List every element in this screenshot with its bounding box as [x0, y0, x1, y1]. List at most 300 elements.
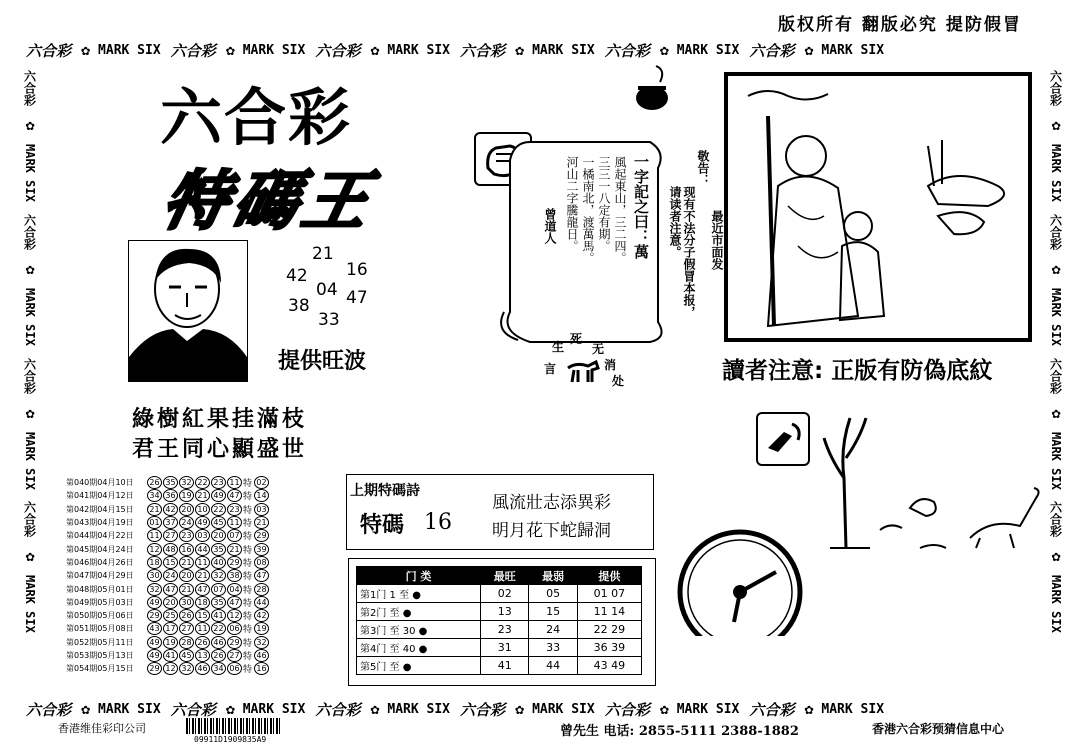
history-ball: 49: [147, 636, 162, 649]
history-ball: 40: [211, 556, 226, 569]
history-ball: 38: [227, 569, 242, 582]
history-ball: 35: [163, 476, 178, 489]
flower-icon: ✿: [25, 116, 35, 134]
history-ball: 29: [227, 556, 242, 569]
flower-icon: ✿: [225, 700, 235, 718]
gate-label: 第5门: [360, 662, 390, 673]
history-te-label: 特: [243, 598, 253, 609]
flower-icon: ✿: [659, 700, 669, 718]
history-ball: 23: [179, 529, 194, 542]
top-border-band: [20, 38, 1060, 62]
history-ball: 46: [211, 636, 226, 649]
flower-icon: ✿: [659, 41, 669, 59]
scroll-line-3: 一橘南北，渡萬馬。: [581, 156, 595, 264]
band-mark-text: MARK SIX: [387, 701, 451, 717]
lucky-number-2: 42: [286, 266, 308, 286]
lucky-number-1: 21: [312, 244, 334, 264]
history-period: 第052期05月11日: [66, 637, 134, 647]
printer-name: 香港维佳彩印公司: [58, 722, 146, 735]
history-period: 第042期04月15日: [66, 504, 134, 514]
dot-icon: ●: [418, 644, 428, 655]
band-mark-text: MARK SIX: [821, 701, 885, 717]
history-ball: 36: [163, 489, 178, 502]
lucky-number-5: 38: [288, 296, 310, 316]
band-mark-text: MARK SIX: [532, 701, 595, 717]
band-logo: 六合彩: [604, 700, 650, 719]
history-ball: 43: [147, 622, 162, 635]
col-header-zuiruo: 最弱: [529, 567, 577, 585]
history-ball: 49: [195, 516, 210, 529]
flower-icon: ✿: [370, 41, 380, 59]
last-period-poem-2: 明月花下蛇歸洞: [492, 521, 611, 541]
title-sub: 特碼王: [155, 164, 382, 239]
history-te-ball: 02: [254, 476, 269, 489]
history-ball: 26: [211, 649, 226, 662]
history-ball: 35: [211, 543, 226, 556]
flower-icon: ✿: [804, 41, 814, 59]
band-logo: 六合彩: [22, 501, 37, 538]
history-ball: 46: [195, 662, 210, 675]
band-mark-text: MARK SIX: [1049, 144, 1063, 202]
band-mark-text: MARK SIX: [532, 42, 595, 58]
history-te-ball: 47: [254, 569, 269, 582]
band-logo: 六合彩: [170, 700, 216, 719]
band-logo: 六合彩: [26, 41, 72, 60]
table-row: [357, 603, 642, 621]
table-row: [357, 621, 642, 639]
history-te-ball: 16: [254, 662, 269, 675]
history-period: 第044期04月22日: [66, 531, 134, 541]
history-ball: 44: [195, 543, 210, 556]
clock-icon: [676, 526, 806, 640]
cell-tigong: 11 14: [577, 603, 641, 621]
history-ball: 21: [227, 543, 242, 556]
history-ball: 27: [179, 622, 194, 635]
history-te-label: 特: [243, 625, 253, 636]
warning-line-2: 现有不法分子假冒本报，: [682, 186, 696, 318]
band-logo: 六合彩: [315, 41, 361, 60]
col-header-gate: 门 类: [357, 567, 481, 585]
history-te-ball: 21: [254, 516, 269, 529]
history-ball: 41: [211, 609, 226, 622]
center-name: 香港六合彩预猜信息中心: [872, 722, 1005, 736]
warning-line-3: 请读者注意。: [668, 186, 682, 258]
last-period-label: 上期特碼詩: [350, 483, 420, 499]
history-ball: 11: [227, 516, 242, 529]
history-ball: 47: [195, 583, 210, 596]
history-te-label: 特: [243, 558, 253, 569]
table-row: [357, 585, 642, 603]
history-ball: 13: [195, 649, 210, 662]
history-period: 第053期05月13日: [66, 651, 134, 660]
flower-icon: ✿: [81, 41, 91, 59]
pot-icon: [632, 62, 672, 118]
history-te-label: 特: [243, 612, 253, 623]
history-ball: 27: [227, 649, 242, 662]
history-te-ball: 42: [254, 609, 269, 622]
history-ball: 24: [163, 569, 178, 582]
history-period: 第041期04月12日: [66, 491, 134, 501]
history-period: 第043期04月19日: [66, 518, 134, 528]
hand-icon: [756, 412, 810, 466]
history-row: [66, 529, 306, 542]
last-period-poem-1: 風流壯志添異彩: [492, 493, 611, 513]
band-logo: 六合彩: [1048, 70, 1063, 106]
dot-icon: ●: [418, 626, 428, 637]
history-ball: 21: [147, 503, 162, 516]
cell-zuiwang: 23: [481, 621, 529, 639]
history-te-label: 特: [243, 652, 253, 662]
history-row: [66, 556, 306, 569]
history-ball: 12: [227, 609, 242, 622]
flower-icon: ✿: [25, 547, 35, 566]
cell-tigong: 43 49: [577, 657, 641, 675]
cell-zuiwang: 41: [481, 657, 529, 675]
history-ball: 11: [195, 622, 210, 635]
history-ball: 28: [179, 636, 194, 649]
scroll-line-1: 風起東山，三二四。: [613, 156, 627, 264]
band-mark-text: MARK SIX: [676, 701, 740, 717]
col-header-zuiwang: 最旺: [481, 567, 529, 585]
band-logo: 六合彩: [460, 41, 506, 60]
history-row: [66, 516, 306, 529]
history-ball: 30: [147, 569, 162, 582]
gate-label: 第3门: [360, 626, 390, 637]
lucky-number-6: 47: [346, 288, 368, 308]
history-ball: 18: [147, 556, 162, 569]
flower-icon: ✿: [1051, 259, 1061, 278]
dot-icon: ●: [412, 590, 422, 601]
cell-tigong: 36 39: [577, 639, 641, 657]
history-ball: 20: [179, 503, 194, 516]
history-ball: 15: [163, 556, 178, 569]
band-logo: 六合彩: [1048, 357, 1063, 394]
history-ball: 22: [195, 476, 210, 489]
riddle-char-4: 言: [544, 362, 557, 376]
flower-icon: ✿: [515, 700, 525, 718]
scroll-line-2: 三三一八定有期。: [597, 156, 611, 252]
flower-icon: ✿: [25, 259, 35, 278]
band-mark-text: MARK SIX: [23, 575, 37, 634]
history-ball: 45: [179, 649, 194, 662]
history-ball: 12: [147, 543, 162, 556]
history-period: 第049期05月03日: [66, 597, 134, 607]
band-logo: 六合彩: [1048, 501, 1063, 538]
table-row: [357, 639, 642, 657]
cell-zuiwang: 31: [481, 639, 529, 657]
cell-zuiwang: 02: [481, 585, 529, 603]
history-te-ball: 39: [254, 543, 269, 556]
table-row: [357, 657, 642, 675]
history-row: [66, 649, 306, 662]
gate-range: 至: [389, 608, 403, 619]
history-ball: 20: [179, 569, 194, 582]
history-ball: 48: [163, 543, 178, 556]
history-ball: 42: [163, 503, 178, 516]
flower-icon: ✿: [225, 41, 235, 59]
flower-icon: ✿: [804, 700, 814, 718]
flower-icon: ✿: [81, 700, 91, 718]
history-period: 第047期04月29日: [66, 571, 134, 581]
dot-icon: ●: [402, 662, 412, 673]
history-te-label: 特: [243, 545, 253, 556]
col-header-tigong: 提供: [577, 567, 641, 585]
history-row: [66, 596, 306, 609]
title-main: 六合彩: [160, 81, 353, 154]
history-ball: 45: [211, 516, 226, 529]
cell-tigong: 22 29: [577, 621, 641, 639]
history-period: 第050期05月06日: [66, 611, 134, 621]
band-mark-text: MARK SIX: [23, 287, 37, 346]
riddle-char-6: 处: [612, 374, 625, 388]
history-ball: 17: [163, 622, 178, 635]
history-ball: 21: [195, 569, 210, 582]
poem-line-1: 綠樹紅果挂滿枝: [132, 406, 308, 432]
history-ball: 26: [179, 609, 194, 622]
history-ball: 29: [147, 662, 162, 675]
history-te-label: 特: [243, 505, 253, 516]
history-ball: 06: [227, 622, 242, 635]
history-period: 第051期05月08日: [66, 624, 134, 634]
history-ball: 34: [147, 489, 162, 502]
cell-zuiruo: 33: [529, 639, 577, 657]
history-ball: 07: [227, 529, 242, 542]
history-ball: 30: [179, 596, 194, 609]
provider-label: 提供旺波: [278, 349, 367, 374]
history-te-ball: 32: [254, 636, 269, 649]
history-ball: 26: [195, 636, 210, 649]
history-ball: 32: [179, 476, 194, 489]
history-ball: 29: [147, 609, 162, 622]
history-period: 第048期05月01日: [66, 584, 134, 594]
history-ball: 15: [195, 609, 210, 622]
gate-label: 第2门: [360, 608, 390, 619]
history-ball: 49: [211, 489, 226, 502]
barcode: [186, 718, 282, 734]
band-logo: 六合彩: [22, 357, 37, 394]
cell-zuiruo: 15: [529, 603, 577, 621]
band-logo: 六合彩: [460, 700, 506, 719]
history-ball: 11: [227, 476, 242, 489]
history-te-ball: 03: [254, 503, 269, 516]
history-row: [66, 609, 306, 622]
right-border-band: [1044, 64, 1068, 694]
flower-icon: ✿: [1051, 116, 1061, 134]
history-ball: 23: [227, 503, 242, 516]
gate-label: 第4门: [360, 644, 390, 655]
history-ball: 35: [211, 596, 226, 609]
riddle-char-5: 消: [604, 358, 617, 372]
band-mark-text: MARK SIX: [1049, 287, 1063, 346]
history-ball: 06: [227, 662, 242, 675]
history-ball: 07: [211, 583, 226, 596]
scroll-line-4: 河山二字騰龍日。: [565, 156, 579, 252]
history-ball: 19: [163, 636, 178, 649]
band-logo: 六合彩: [26, 700, 72, 719]
gate-label: 第1门: [360, 590, 390, 601]
history-row: [66, 662, 306, 675]
flower-icon: ✿: [1051, 403, 1061, 422]
history-te-ball: 08: [254, 556, 269, 569]
horse-icon: [564, 358, 600, 388]
band-mark-text: MARK SIX: [1049, 575, 1063, 634]
portrait: [128, 240, 248, 382]
history-ball: 47: [227, 489, 242, 502]
reader-notice: 讀者注意: 正版有防偽底紋: [722, 358, 993, 384]
flower-icon: ✿: [515, 41, 525, 59]
band-mark-text: MARK SIX: [23, 431, 37, 490]
bottom-border-band: [20, 697, 1060, 721]
history-te-ball: 29: [254, 529, 269, 542]
history-te-ball: 46: [254, 649, 269, 662]
band-mark-text: MARK SIX: [821, 42, 885, 58]
history-ball: 22: [211, 622, 226, 635]
flower-icon: ✿: [25, 403, 35, 422]
history-te-label: 特: [243, 572, 253, 583]
history-row: [66, 489, 306, 502]
history-period: 第054期05月15日: [66, 664, 134, 674]
band-mark-text: MARK SIX: [242, 701, 306, 717]
history-ball: 24: [179, 516, 194, 529]
tema-value: 16: [424, 510, 452, 535]
history-period: 第040期04月10日: [66, 478, 134, 488]
gate-range: 至 30: [389, 626, 419, 637]
history-ball: 21: [179, 583, 194, 596]
history-row: [66, 542, 306, 555]
history-ball: 37: [163, 516, 178, 529]
history-ball: 32: [211, 569, 226, 582]
history-te-label: 特: [243, 532, 253, 543]
history-ball: 01: [147, 516, 162, 529]
history-ball: 29: [227, 636, 242, 649]
history-ball: 32: [179, 662, 194, 675]
history-row: [66, 569, 306, 582]
history-ball: 10: [195, 503, 210, 516]
warning-prefix: 敬告：: [696, 150, 710, 186]
band-mark-text: MARK SIX: [387, 42, 451, 58]
sage-illustration: [724, 72, 1032, 342]
history-ball: 20: [163, 596, 178, 609]
prophecy-scroll: [490, 132, 670, 348]
cell-zuiruo: 24: [529, 621, 577, 639]
cell-tigong: 01 07: [577, 585, 641, 603]
history-ball: 12: [163, 662, 178, 675]
history-ball: 26: [147, 476, 162, 489]
history-ball: 21: [179, 556, 194, 569]
tema-label: 特碼: [360, 512, 405, 538]
band-mark-text: MARK SIX: [98, 42, 161, 58]
history-te-label: 特: [243, 519, 253, 530]
history-te-label: 特: [243, 638, 253, 649]
band-mark-text: MARK SIX: [1049, 431, 1063, 490]
history-ball: 34: [211, 662, 226, 675]
history-ball: 47: [163, 583, 178, 596]
flower-icon: ✿: [370, 700, 380, 718]
history-ball: 49: [147, 649, 162, 662]
history-te-ball: 14: [254, 489, 269, 502]
cell-zuiruo: 05: [529, 585, 577, 603]
band-mark-text: MARK SIX: [676, 42, 740, 58]
history-ball: 18: [195, 596, 210, 609]
scroll-signature: 曾道人: [543, 208, 557, 244]
warning-line-1: 最近市面发: [710, 210, 724, 270]
history-ball: 32: [147, 583, 162, 596]
tree-scene: [810, 398, 1050, 572]
riddle-char-1: 生: [552, 340, 565, 354]
history-te-ball: 19: [254, 622, 269, 635]
history-row: [66, 503, 306, 516]
history-ball: 49: [147, 596, 162, 609]
band-logo: 六合彩: [22, 213, 37, 250]
barcode-text: 09911D1909835A9: [194, 735, 267, 744]
band-logo: 六合彩: [22, 70, 37, 106]
copyright-notice: 版权所有 翻版必究 提防假冒: [778, 15, 1022, 35]
history-ball: 19: [179, 489, 194, 502]
history-ball: 41: [163, 649, 178, 662]
history-te-label: 特: [243, 665, 253, 676]
lucky-number-4: 04: [316, 280, 338, 300]
history-te-label: 特: [243, 585, 253, 596]
history-ball: 22: [211, 503, 226, 516]
band-mark-text: MARK SIX: [242, 42, 306, 58]
band-logo: 六合彩: [749, 41, 795, 60]
history-te-ball: 44: [254, 596, 269, 609]
left-border-band: [18, 64, 42, 694]
lucky-number-7: 33: [318, 310, 340, 330]
history-ball: 20: [211, 529, 226, 542]
contact-phone: 曾先生 电话: 2855-5111 2388-1882: [560, 724, 799, 739]
history-te-label: 特: [243, 479, 253, 490]
band-mark-text: MARK SIX: [23, 144, 37, 202]
history-ball: 27: [163, 529, 178, 542]
gate-range: 至 40: [389, 644, 419, 655]
history-row: [66, 636, 306, 649]
dot-icon: ●: [402, 608, 412, 619]
history-period: 第046期04月26日: [66, 557, 134, 567]
history-ball: 23: [211, 476, 226, 489]
riddle-char-2: 死: [570, 332, 583, 346]
history-list: [66, 476, 306, 675]
history-te-ball: 28: [254, 583, 269, 596]
history-ball: 25: [163, 609, 178, 622]
gate-range: 1 至: [389, 590, 413, 601]
lucky-number-3: 16: [346, 260, 368, 280]
band-logo: 六合彩: [604, 41, 650, 60]
history-ball: 21: [195, 489, 210, 502]
poem-line-2: 君王同心顯盛世: [132, 436, 308, 462]
scroll-title: 一字記之曰：萬: [632, 154, 650, 259]
cell-zuiruo: 44: [529, 657, 577, 675]
flower-icon: ✿: [1051, 547, 1061, 566]
history-row: [66, 622, 306, 635]
history-ball: 47: [227, 596, 242, 609]
cell-zuiwang: 13: [481, 603, 529, 621]
history-ball: 11: [147, 529, 162, 542]
history-te-label: 特: [243, 492, 253, 503]
results-table: [356, 566, 642, 675]
band-logo: 六合彩: [170, 41, 216, 60]
riddle-char-3: 无: [592, 342, 605, 356]
history-ball: 03: [195, 529, 210, 542]
history-ball: 11: [195, 556, 210, 569]
gate-range: 至: [389, 662, 403, 673]
band-logo: 六合彩: [1048, 213, 1063, 250]
band-logo: 六合彩: [315, 700, 361, 719]
band-logo: 六合彩: [749, 700, 795, 719]
band-mark-text: MARK SIX: [98, 701, 161, 717]
history-ball: 16: [179, 543, 194, 556]
history-row: [66, 582, 306, 595]
